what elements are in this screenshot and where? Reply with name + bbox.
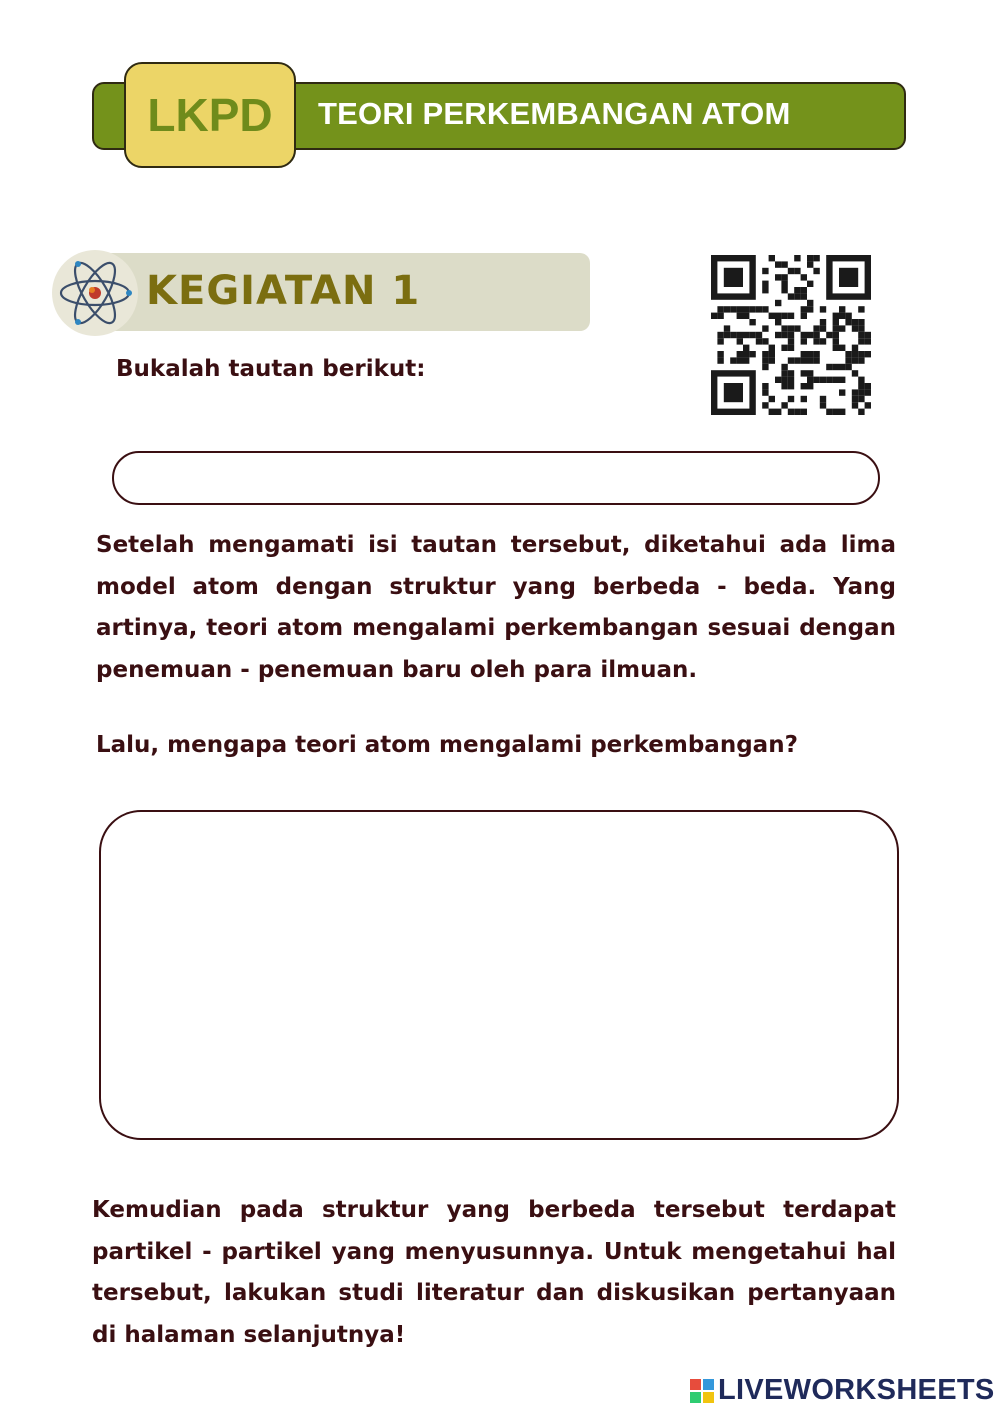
- open-link-label: Bukalah tautan berikut:: [116, 356, 426, 382]
- lkpd-badge: LKPD: [124, 62, 296, 168]
- paragraph-instruction: Kemudian pada struktur yang berbeda tersebut terdapat partikel - partikel yang menyusunnya. Untuk mengetahui hal tersebut, lakukan studi literatur dan diskusikan pertanyaan di halaman selanjutnya!: [92, 1197, 896, 1348]
- link-answer-field[interactable]: [112, 451, 880, 505]
- liveworksheets-icon: [690, 1379, 714, 1403]
- question-text: Lalu, mengapa teori atom mengalami perkembangan?: [96, 732, 798, 758]
- activity-title: KEGIATAN 1: [146, 268, 421, 314]
- answer-textarea[interactable]: [99, 810, 899, 1140]
- liveworksheets-brand: LIVEWORKSHEETS: [718, 1374, 995, 1406]
- liveworksheets-logo[interactable]: [690, 1374, 995, 1407]
- paragraph-intro: Setelah mengamati isi tautan tersebut, diketahui ada lima model atom dengan struktur yang berbeda - beda. Yang artinya, teori atom mengalami perkembangan sesuai dengan penemuan - penemuan baru oleh para ilmuan.: [96, 532, 896, 683]
- atom-icon: [52, 250, 138, 336]
- page-title: TEORI PERKEMBANGAN ATOM: [318, 96, 791, 131]
- qr-code[interactable]: [706, 250, 876, 420]
